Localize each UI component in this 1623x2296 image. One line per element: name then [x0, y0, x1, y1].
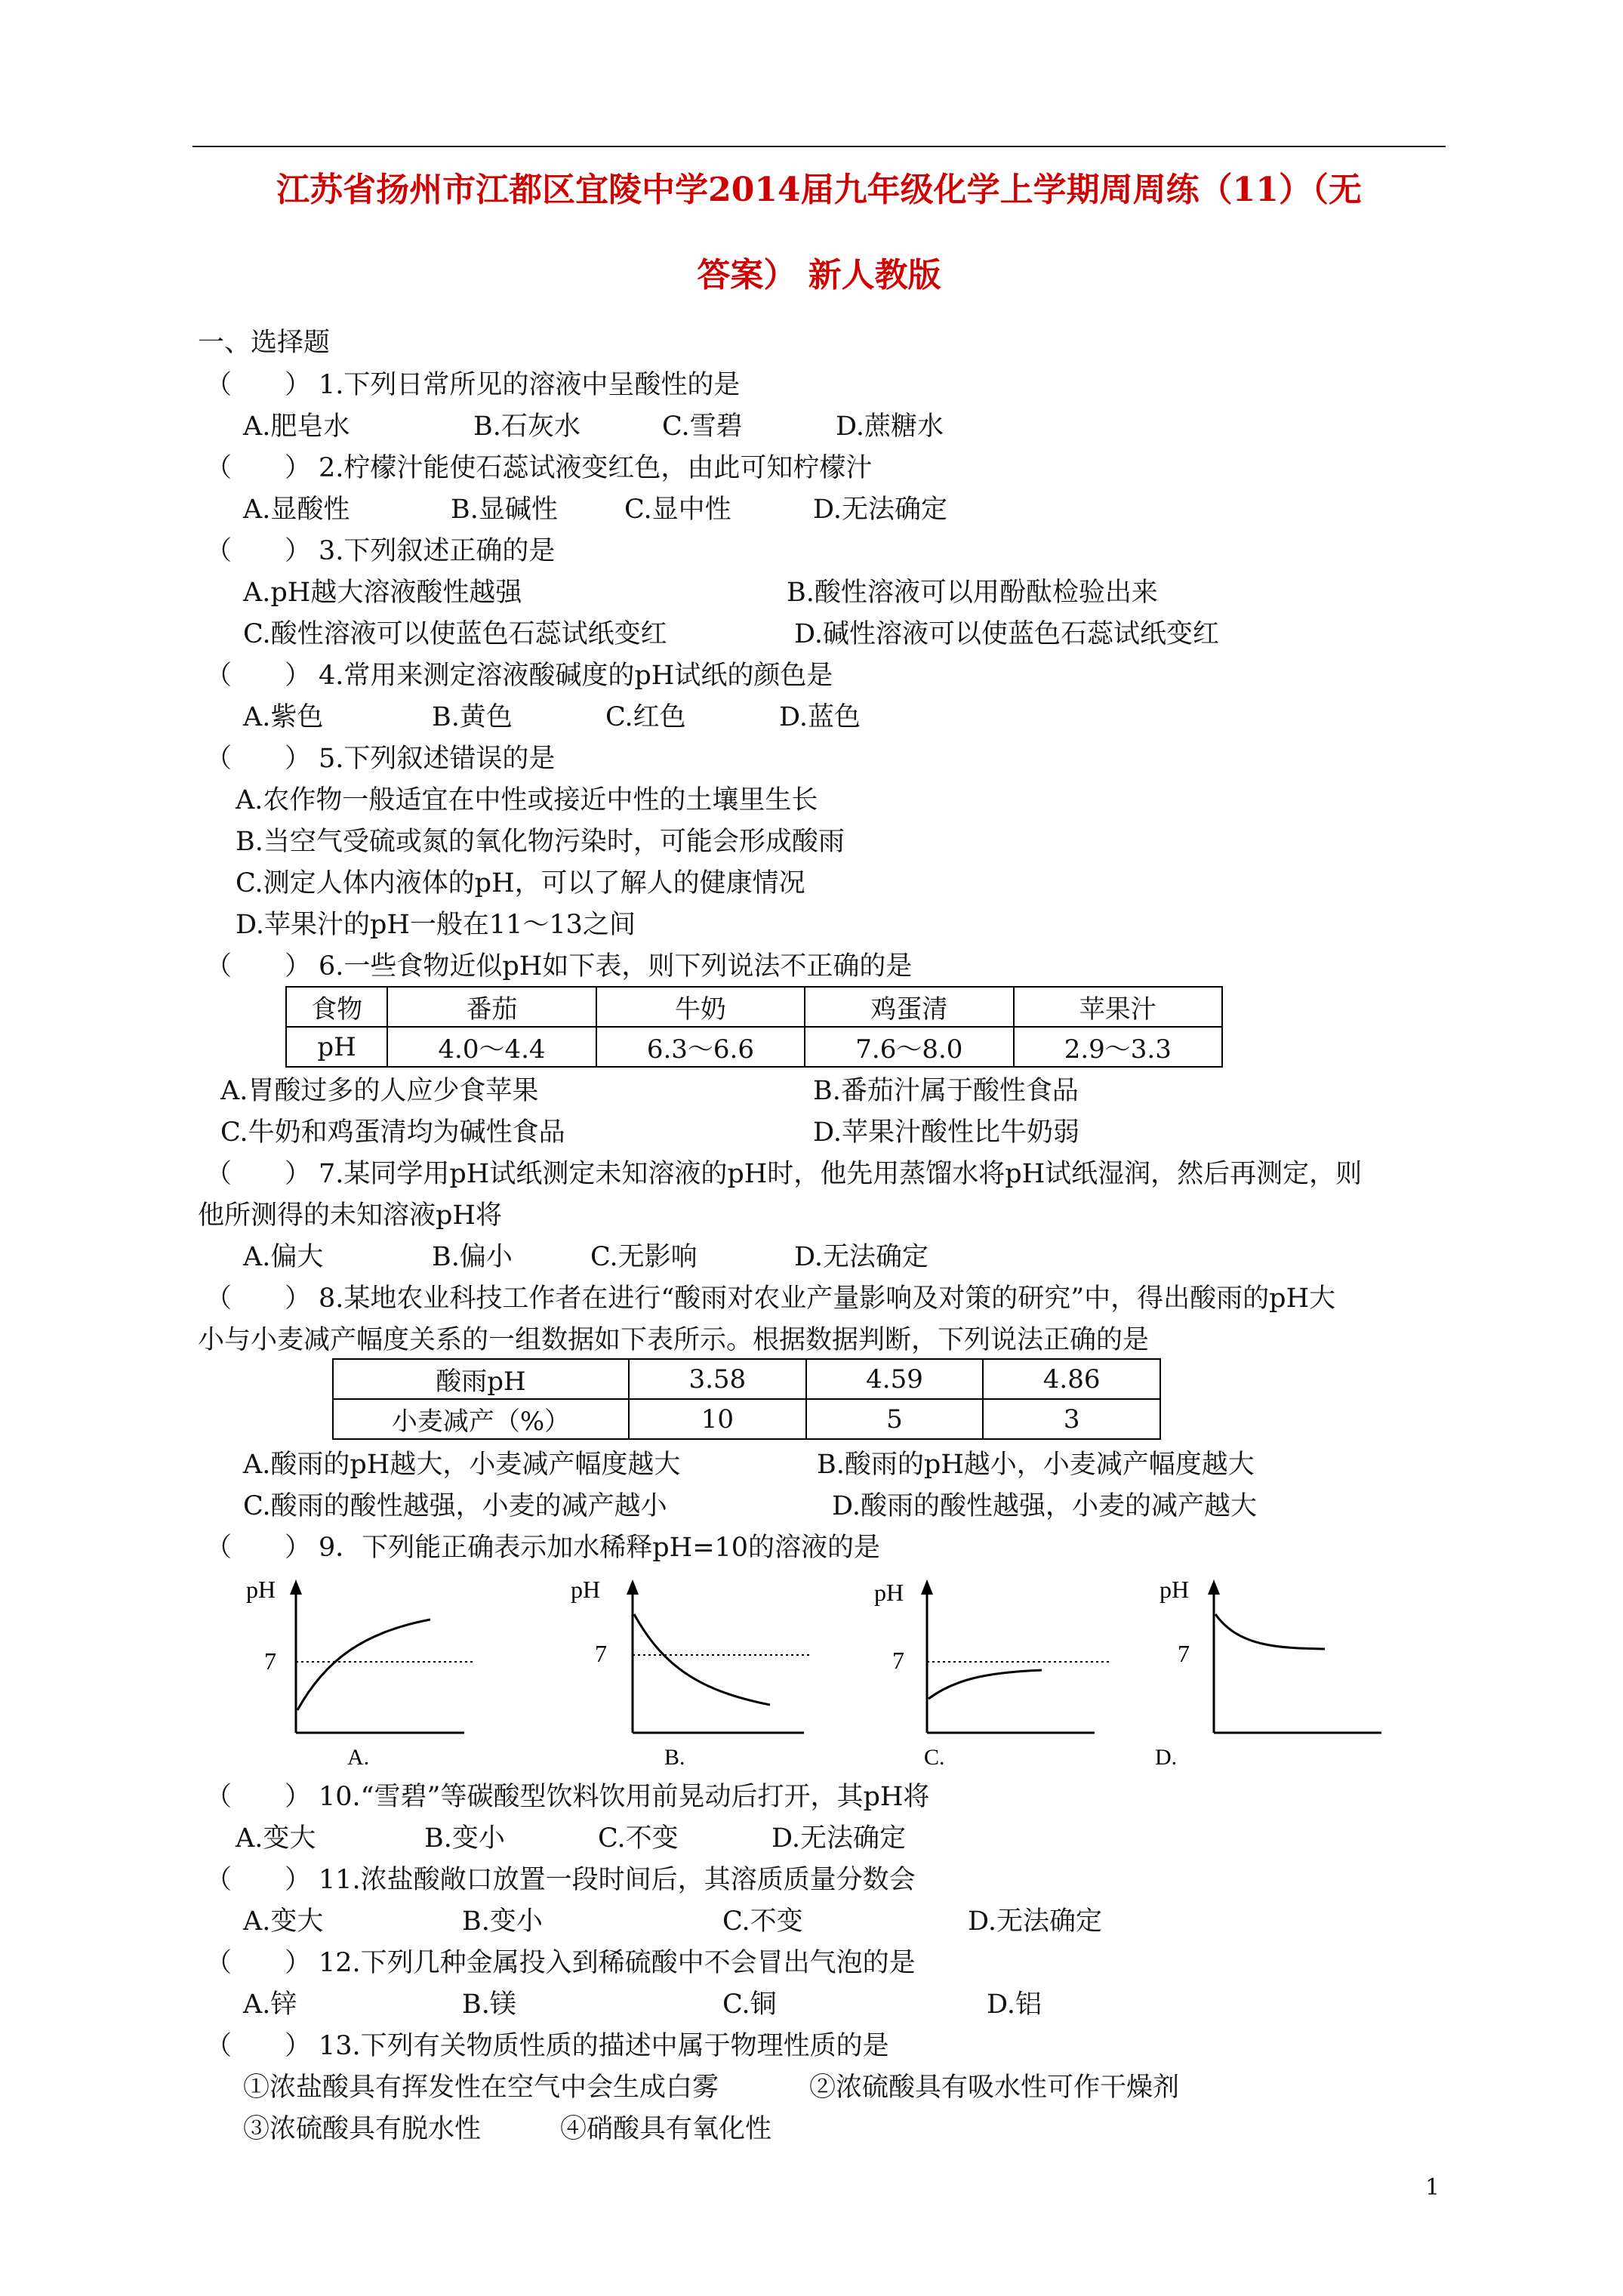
- page-number: 1: [1425, 2174, 1440, 2201]
- option: A.变大: [243, 1906, 324, 1937]
- y-axis-arrow: [921, 1579, 933, 1595]
- option: D.苹果汁酸性比牛奶弱: [813, 1117, 1079, 1148]
- option: C.酸雨的酸性越强，小麦的减产越小: [243, 1491, 667, 1521]
- axis-label: pH: [874, 1579, 904, 1606]
- axis-label: pH: [246, 1576, 276, 1603]
- graph-label: B.: [664, 1745, 685, 1770]
- graph-d: [1155, 1570, 1404, 1774]
- y-axis-arrow: [290, 1579, 302, 1595]
- answer-blank: （ ）: [205, 536, 312, 566]
- food-ph-table: [285, 986, 1223, 1068]
- answer-blank: （ ）: [205, 661, 312, 691]
- axis-label: pH: [1160, 1576, 1190, 1603]
- question-stem: 7.某同学用pH试纸测定未知溶液的pH时，他先用蒸馏水将pH试纸湿润，然后再测定，则: [319, 1159, 1363, 1189]
- table-cell: 鸡蛋清: [805, 987, 1013, 1027]
- table-cell: 酸雨pH: [333, 1359, 629, 1399]
- option: ①浓盐酸具有挥发性在空气中会生成白雾: [243, 2073, 719, 2103]
- table-cell: 3.58: [629, 1359, 806, 1399]
- section-heading: 一、选择题: [198, 328, 331, 358]
- question-stem: 1.下列日常所见的溶液中呈酸性的是: [319, 370, 741, 400]
- answer-blank: （ ）: [205, 744, 312, 774]
- question-stem: 2.柠檬汁能使石蕊试液变红色，由此可知柠檬汁: [319, 453, 873, 483]
- option: A.肥皂水: [243, 411, 350, 442]
- graph-label: C.: [924, 1745, 945, 1770]
- table-cell: 小麦减产（%）: [333, 1399, 629, 1439]
- option: A.显酸性: [243, 495, 350, 525]
- table-cell: 3: [983, 1399, 1160, 1439]
- option: C.显中性: [624, 495, 731, 525]
- graph-curve: [929, 1670, 1042, 1699]
- answer-blank: （ ）: [205, 1159, 312, 1189]
- table-cell: 2.9～3.3: [1014, 1027, 1222, 1067]
- answer-blank: （ ）: [205, 951, 312, 982]
- answer-blank: （ ）: [205, 2031, 312, 2061]
- option: A.pH越大溶液酸性越强: [243, 578, 522, 608]
- table-cell: 苹果汁: [1014, 987, 1222, 1027]
- graph-c: [868, 1570, 1117, 1774]
- option: C.铜: [722, 1989, 777, 2020]
- answer-blank: （ ）: [205, 370, 312, 400]
- option: C.无影响: [590, 1242, 698, 1272]
- graph-label: A.: [347, 1745, 370, 1770]
- option: B.酸性溶液可以用酚酞检验出来: [787, 578, 1158, 608]
- table-row: [286, 987, 1222, 1027]
- option: B.石灰水: [473, 411, 581, 442]
- table-cell: pH: [286, 1027, 387, 1067]
- option: D.碱性溶液可以使蓝色石蕊试纸变红: [794, 619, 1219, 649]
- option: B.变小: [462, 1906, 543, 1937]
- question-stem-cont: 他所测得的未知溶液pH将: [198, 1200, 502, 1231]
- answer-blank: （ ）: [205, 1865, 312, 1895]
- document-title-line1: 江苏省扬州市江都区宜陵中学2014届九年级化学上学期周周练（11）（无: [276, 171, 1362, 209]
- table-cell: 牛奶: [596, 987, 805, 1027]
- question-stem: 4.常用来测定溶液酸碱度的pH试纸的颜色是: [319, 661, 833, 691]
- option: D.无法确定: [813, 495, 947, 525]
- graph-curve: [297, 1620, 430, 1710]
- option: C.不变: [722, 1906, 803, 1937]
- table-row: [333, 1399, 1160, 1439]
- table-row: [333, 1359, 1160, 1399]
- question-stem: 13.下列有关物质性质的描述中属于物理性质的是: [319, 2031, 889, 2061]
- option: B.番茄汁属于酸性食品: [813, 1076, 1079, 1106]
- option: D.苹果汁的pH一般在11～13之间: [236, 910, 636, 940]
- graph-a: [242, 1570, 491, 1774]
- question-stem: 12.下列几种金属投入到稀硫酸中不会冒出气泡的是: [319, 1948, 916, 1978]
- table-cell: 4.59: [806, 1359, 984, 1399]
- option: D.无法确定: [968, 1906, 1102, 1937]
- question-stem: 3.下列叙述正确的是: [319, 536, 556, 566]
- table-cell: 10: [629, 1399, 806, 1439]
- question-stem-cont: 小与小麦减产幅度关系的一组数据如下表所示。根据数据判断，下列说法正确的是: [198, 1325, 1150, 1355]
- reference-label: 7: [892, 1647, 904, 1674]
- option: ④硝酸具有氧化性: [560, 2114, 772, 2144]
- option: A.酸雨的pH越大，小麦减产幅度越大: [243, 1450, 681, 1480]
- document-title-line2: 答案） 新人教版: [697, 256, 941, 294]
- option: B.当空气受硫或氮的氧化物污染时，可能会形成酸雨: [236, 827, 845, 857]
- y-axis-arrow: [1208, 1579, 1220, 1595]
- reference-label: 7: [1178, 1640, 1190, 1667]
- option: D.蔗糖水: [836, 411, 944, 442]
- header-rule: [192, 146, 1446, 147]
- graph-b: [571, 1570, 823, 1774]
- graph-curve: [634, 1614, 770, 1705]
- option: A.锌: [243, 1989, 297, 2020]
- option: D.无法确定: [794, 1242, 929, 1272]
- table-cell: 7.6～8.0: [805, 1027, 1013, 1067]
- option: B.偏小: [432, 1242, 513, 1272]
- option: C.红色: [605, 702, 686, 732]
- y-axis-arrow: [627, 1579, 639, 1595]
- question-stem: 8.某地农业科技工作者在进行“酸雨对农业产量影响及对策的研究”中，得出酸雨的pH大: [319, 1284, 1336, 1314]
- option: A.变大: [236, 1823, 316, 1854]
- option: ③浓硫酸具有脱水性: [243, 2114, 482, 2144]
- option: B.镁: [462, 1989, 516, 2020]
- axis-label: pH: [571, 1576, 601, 1603]
- option: A.农作物一般适宜在中性或接近中性的土壤里生长: [236, 785, 818, 815]
- option: C.牛奶和鸡蛋清均为碱性食品: [220, 1117, 565, 1148]
- option: B.黄色: [432, 702, 513, 732]
- option: B.显碱性: [451, 495, 558, 525]
- graph-label: D.: [1155, 1745, 1178, 1770]
- option: B.酸雨的pH越小，小麦减产幅度越大: [817, 1450, 1255, 1480]
- option: D.蓝色: [779, 702, 861, 732]
- option: C.酸性溶液可以使蓝色石蕊试纸变红: [243, 619, 667, 649]
- question-stem: 5.下列叙述错误的是: [319, 744, 556, 774]
- answer-blank: （ ）: [205, 1533, 312, 1563]
- answer-blank: （ ）: [205, 1948, 312, 1978]
- reference-label: 7: [595, 1640, 607, 1667]
- graph-curve: [1215, 1614, 1325, 1649]
- table-row: [286, 1027, 1222, 1067]
- reference-label: 7: [264, 1647, 276, 1675]
- table-cell: 4.0～4.4: [387, 1027, 596, 1067]
- question-stem: 6.一些食物近似pH如下表，则下列说法不正确的是: [319, 951, 913, 982]
- acid-rain-table: [332, 1358, 1161, 1440]
- table-cell: 食物: [286, 987, 387, 1027]
- table-cell: 5: [806, 1399, 984, 1439]
- option: A.胃酸过多的人应少食苹果: [220, 1076, 539, 1106]
- question-stem: 9．下列能正确表示加水稀释pH=10的溶液的是: [319, 1533, 881, 1563]
- option: B.变小: [424, 1823, 505, 1854]
- answer-blank: （ ）: [205, 453, 312, 483]
- option: ②浓硫酸具有吸水性可作干燥剂: [809, 2073, 1180, 2103]
- option: C.测定人体内液体的pH，可以了解人的健康情况: [236, 868, 805, 898]
- option: A.偏大: [243, 1242, 324, 1272]
- answer-blank: （ ）: [205, 1284, 312, 1314]
- option: D.铝: [987, 1989, 1042, 2020]
- answer-blank: （ ）: [205, 1782, 312, 1812]
- option: A.紫色: [243, 702, 324, 732]
- table-cell: 6.3～6.6: [596, 1027, 805, 1067]
- question-stem: 11.浓盐酸敞口放置一段时间后，其溶质质量分数会: [319, 1865, 916, 1895]
- question-stem: 10.“雪碧”等碳酸型饮料饮用前晃动后打开，其pH将: [319, 1782, 930, 1812]
- option: D.无法确定: [771, 1823, 906, 1854]
- option: C.雪碧: [662, 411, 743, 442]
- option: C.不变: [598, 1823, 679, 1854]
- table-cell: 番茄: [387, 987, 596, 1027]
- table-cell: 4.86: [983, 1359, 1160, 1399]
- option: D.酸雨的酸性越强，小麦的减产越大: [832, 1491, 1257, 1521]
